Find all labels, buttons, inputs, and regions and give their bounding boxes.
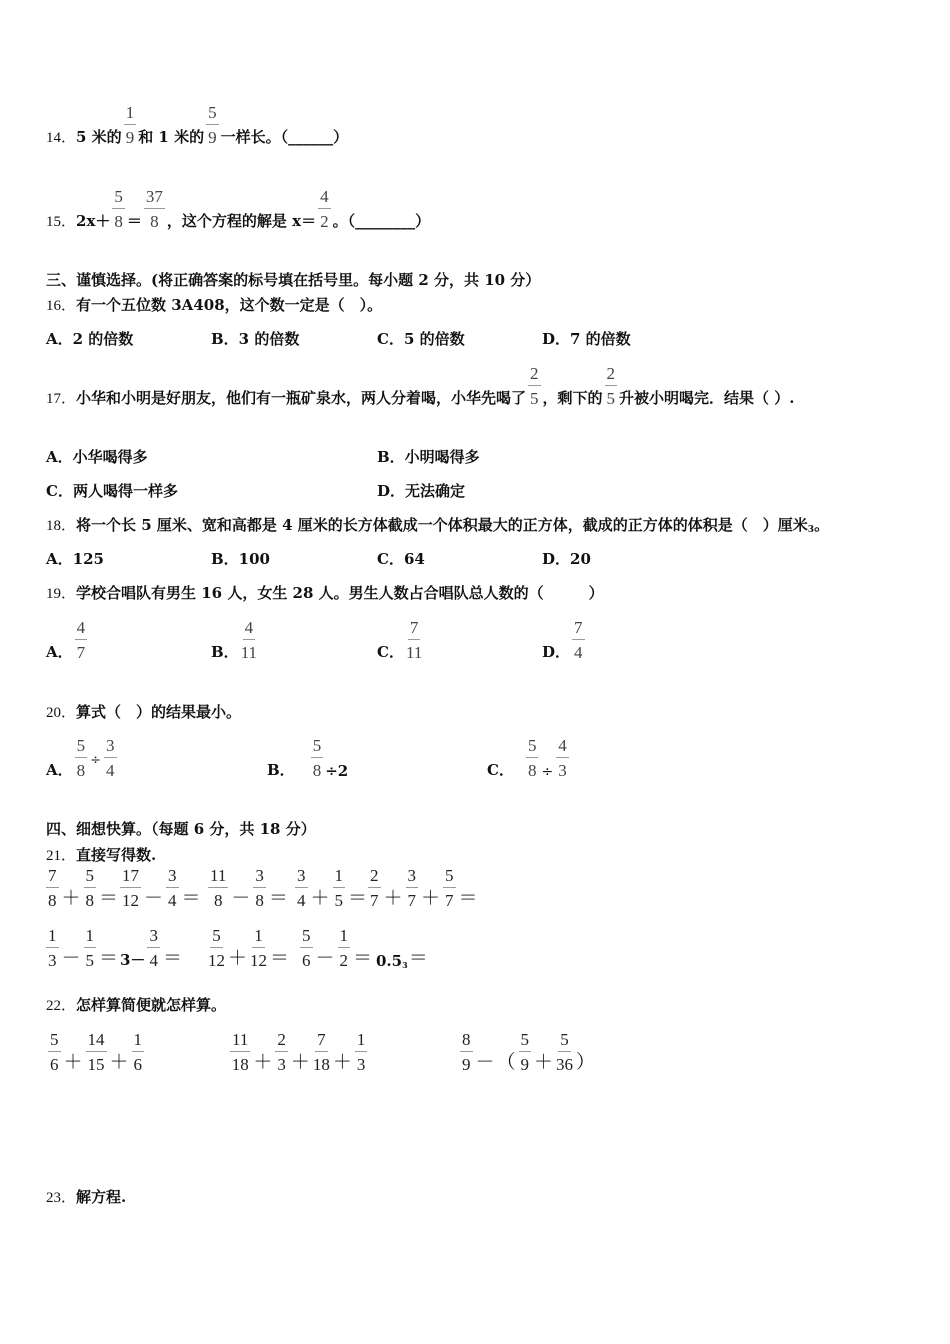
question-17 [46, 348, 795, 408]
numerator: 1 [46, 926, 59, 948]
denominator: 5 [606, 389, 616, 408]
numerator: 11 [208, 866, 228, 888]
numerator: 5 [558, 1030, 571, 1052]
denominator: 3 [558, 761, 567, 780]
option-c: C．两人喝得一样多 [46, 482, 178, 500]
expression-1 [46, 1030, 146, 1074]
denominator: 12 [208, 951, 225, 970]
fraction [46, 866, 59, 910]
denominator: 2 [320, 212, 329, 231]
operator: ＋ [290, 1051, 310, 1073]
option-a: A．小华喝得多 [46, 448, 148, 466]
fraction [144, 187, 165, 231]
question-22 [46, 955, 226, 1015]
option-a [46, 618, 89, 662]
text: 0.5 [376, 952, 403, 970]
denominator: 5 [334, 891, 344, 910]
denominator: 7 [407, 891, 417, 910]
numerator: 2 [275, 1030, 288, 1052]
operator: ＋ [310, 887, 330, 909]
numerator: 1 [132, 1030, 145, 1052]
denominator: 2 [339, 951, 349, 970]
numerator: 5 [210, 926, 223, 948]
operator: ＋ [228, 947, 248, 969]
superscript: 3 [807, 525, 815, 535]
option-label: A． [46, 643, 73, 661]
operator: ＝ [181, 887, 201, 909]
question-number: 20． [46, 705, 77, 721]
denominator: 7 [370, 891, 379, 910]
numerator: 1 [338, 926, 351, 948]
superscript: 3 [402, 960, 408, 970]
fraction [406, 866, 419, 910]
expression [298, 926, 373, 970]
numerator: 3 [147, 926, 160, 948]
text: 解方程. [76, 1188, 127, 1206]
option-a: A．2 的倍数 [46, 330, 134, 348]
numerator: 7 [572, 618, 585, 640]
numerator: 37 [144, 187, 165, 209]
option-a: A．125 [46, 550, 104, 568]
operator: ＝ [353, 947, 373, 969]
question-15 [46, 171, 430, 231]
option-d: D．7 的倍数 [542, 330, 631, 348]
option-label: B． [267, 761, 295, 779]
operator: ＋ [421, 887, 441, 909]
numerator: 8 [460, 1030, 473, 1052]
denominator: 9 [208, 128, 217, 147]
numerator: 2 [368, 866, 381, 888]
fraction [460, 1030, 473, 1074]
expression-3 [458, 1030, 596, 1074]
denominator: 6 [302, 951, 311, 970]
fraction [275, 1030, 288, 1074]
option-d [542, 618, 587, 662]
fraction [84, 866, 97, 910]
fraction [253, 866, 266, 910]
option-b: B．3 的倍数 [211, 330, 300, 348]
numerator: 5 [206, 103, 219, 125]
denominator: 8 [150, 212, 159, 231]
question-19 [46, 543, 604, 603]
operator: ＝ [268, 887, 288, 909]
denominator: 11 [240, 643, 258, 662]
denominator: 9 [462, 1055, 471, 1074]
operator: （ [496, 1051, 516, 1073]
numerator: 4 [556, 736, 569, 758]
numerator: 5 [443, 866, 456, 888]
numerator: 11 [230, 1030, 250, 1052]
numerator: 3 [104, 736, 117, 758]
operator: ） [576, 1051, 596, 1073]
text: 2x＋ [76, 212, 111, 230]
text: ，这个方程的解是 x＝ [166, 212, 317, 230]
question-16-options [46, 289, 666, 349]
denominator: 3 [277, 1055, 286, 1074]
numerator: 1 [333, 866, 346, 888]
numerator: 14 [86, 1030, 107, 1052]
expression [376, 943, 429, 970]
fraction [48, 1030, 61, 1074]
denominator: 8 [255, 891, 264, 910]
option-b: B．100 [211, 550, 270, 568]
operator: ＝ [162, 947, 182, 969]
heading: 三、谨慎选择。(将正确答案的标号填在括号里。每小题 2 分，共 10 分） [46, 271, 541, 289]
numerator: 5 [84, 866, 97, 888]
denominator: 6 [50, 1055, 59, 1074]
denominator: 7 [445, 891, 454, 910]
numerator: 2 [528, 364, 541, 386]
denominator: 8 [76, 761, 86, 780]
text: ÷2 [325, 762, 349, 780]
denominator: 8 [85, 891, 95, 910]
operator: ＝ [408, 947, 428, 969]
denominator: 4 [168, 891, 177, 910]
option-label: D． [542, 643, 571, 661]
operator: ＋ [61, 887, 81, 909]
numerator: 2 [605, 364, 618, 386]
fraction [166, 866, 179, 910]
numerator: 5 [112, 187, 125, 209]
fraction [206, 103, 219, 147]
text: ＝ [126, 212, 142, 230]
numerator: 3 [253, 866, 266, 888]
fraction [313, 1030, 330, 1074]
question-number: 14． [46, 130, 77, 146]
question-number: 21． [46, 848, 77, 864]
operator: ＝ [99, 947, 119, 969]
option-b [267, 736, 348, 780]
text: 5 米的 [76, 128, 122, 146]
operator: － [61, 947, 81, 969]
numerator: 1 [84, 926, 97, 948]
numerator: 3 [166, 866, 179, 888]
question-number: 15． [46, 214, 77, 230]
option-a [46, 736, 119, 780]
operator: ＝ [270, 947, 290, 969]
numerator: 7 [46, 866, 59, 888]
denominator: 8 [527, 761, 537, 780]
operator: ＋ [63, 1051, 83, 1073]
operator: ＋ [332, 1051, 352, 1073]
fraction [318, 187, 331, 231]
text: 将一个长 5 厘米、宽和高都是 4 厘米的长方体截成一个体积最大的正方体，截成的正方体的体积是（ ）厘米 [76, 516, 808, 534]
denominator: 3 [356, 1055, 366, 1074]
denominator: 4 [106, 761, 115, 780]
numerator: 1 [355, 1030, 368, 1052]
fraction [132, 1030, 145, 1074]
fraction [605, 364, 618, 408]
question-number: 16． [46, 298, 77, 314]
operator: ＋ [109, 1051, 129, 1073]
heading: 四、细想快算。（每题 6 分，共 18 分） [46, 820, 316, 838]
numerator: 5 [48, 1030, 61, 1052]
operator: ＋ [383, 887, 403, 909]
quick-calc-row-1 [44, 850, 844, 910]
denominator: 4 [574, 643, 583, 662]
fraction [556, 1030, 573, 1074]
numerator: 5 [311, 736, 324, 758]
text: 学校合唱队有男生 16 人，女生 28 人。男生人数占合唱队总人数的（ ） [76, 584, 604, 602]
text: ，剩下的 [542, 389, 603, 407]
numerator: 3 [295, 866, 308, 888]
numerator: 5 [75, 736, 88, 758]
operator: ＝ [99, 887, 119, 909]
expression [366, 866, 479, 910]
numerator: 3 [406, 866, 419, 888]
fraction [250, 926, 267, 970]
denominator: 8 [213, 891, 223, 910]
question-19-options [46, 602, 666, 662]
option-c [377, 618, 424, 662]
fraction [230, 1030, 250, 1074]
denominator: 4 [149, 951, 158, 970]
question-20 [46, 662, 241, 722]
question-14 [46, 87, 348, 147]
numerator: 5 [526, 736, 539, 758]
option-label: C． [487, 761, 514, 779]
answer-blank: 一样长。（______） [220, 128, 349, 146]
fraction [120, 866, 141, 910]
fraction [208, 866, 228, 910]
numerator: 7 [315, 1030, 328, 1052]
question-20-options [46, 720, 666, 780]
denominator: 9 [520, 1055, 530, 1074]
denominator: 15 [87, 1055, 105, 1074]
option-b: B．小明喝得多 [377, 448, 480, 466]
operator: ÷ [90, 753, 102, 768]
question-number: 18． [46, 518, 77, 534]
denominator: 8 [48, 891, 57, 910]
fraction [112, 187, 125, 231]
numerator: 1 [252, 926, 265, 948]
operator: ＝ [348, 887, 368, 909]
numerator: 1 [124, 103, 137, 125]
text: 有一个五位数 3A408，这个数一定是（ ）。 [76, 296, 383, 314]
text: 小华和小明是好朋友，他们有一瓶矿泉水，两人分着喝，小华先喝了 [76, 389, 527, 407]
denominator: 12 [122, 891, 139, 910]
text: 算式（ ）的结果最小。 [76, 703, 242, 721]
option-c [487, 736, 571, 780]
question-number: 17． [46, 391, 77, 407]
operator: － [144, 887, 164, 909]
denominator: 4 [297, 891, 306, 910]
numerator: 7 [408, 618, 421, 640]
fraction [368, 866, 381, 910]
denominator: 3 [48, 951, 57, 970]
operator: － [231, 887, 251, 909]
fraction [443, 866, 456, 910]
expression [44, 866, 119, 910]
text: 。 [814, 516, 830, 534]
text: 怎样算简便就怎样算。 [76, 996, 227, 1014]
question-number: 22． [46, 998, 77, 1014]
fraction [333, 866, 346, 910]
denominator: 18 [231, 1055, 249, 1074]
option-label: A． [46, 761, 73, 779]
fraction [355, 1030, 368, 1074]
option-label: B． [211, 643, 239, 661]
denominator: 8 [114, 212, 123, 231]
fraction [528, 364, 541, 408]
denominator: 12 [250, 951, 268, 970]
operator: ÷ [541, 764, 554, 780]
expression [293, 866, 368, 910]
fraction [124, 103, 137, 147]
numerator: 17 [120, 866, 141, 888]
operator: － [475, 1051, 495, 1073]
fraction [338, 926, 351, 970]
denominator: 6 [133, 1055, 143, 1074]
fraction [519, 1030, 532, 1074]
numerator: 4 [318, 187, 331, 209]
option-d: D．无法确定 [377, 482, 466, 500]
operator: ＝ [458, 887, 478, 909]
expression-2 [228, 1030, 369, 1074]
denominator: 8 [312, 761, 322, 780]
expression [118, 866, 202, 910]
operator: － [315, 947, 335, 969]
question-number: 23． [46, 1190, 77, 1206]
numerator: 5 [519, 1030, 532, 1052]
fraction [295, 866, 308, 910]
text: 和 1 米的 [138, 128, 205, 146]
text: 升被小明喝完．结果（ ）. [619, 389, 795, 407]
numerator: 4 [75, 618, 88, 640]
denominator: 5 [85, 951, 95, 970]
fraction [86, 1030, 107, 1074]
numerator: 4 [243, 618, 256, 640]
text: 3－ [120, 951, 146, 969]
answer-blank: 。（________） [332, 212, 431, 230]
expression [206, 866, 289, 910]
question-23 [46, 1147, 126, 1207]
denominator: 7 [76, 643, 86, 662]
denominator: 5 [530, 389, 539, 408]
option-b [211, 618, 259, 662]
question-number: 19． [46, 586, 77, 602]
simplify-row [46, 1014, 846, 1074]
denominator: 18 [312, 1055, 330, 1074]
denominator: 9 [125, 128, 135, 147]
option-label: C． [377, 643, 404, 661]
denominator: 11 [405, 643, 423, 662]
numerator: 5 [300, 926, 313, 948]
fraction [300, 926, 313, 970]
operator: ＋ [253, 1051, 273, 1073]
operator: ＋ [534, 1051, 554, 1073]
option-d: D．20 [542, 550, 591, 568]
text: 直接写得数. [76, 846, 157, 864]
option-c: C．64 [377, 550, 425, 568]
denominator: 36 [556, 1055, 574, 1074]
option-c: C．5 的倍数 [377, 330, 465, 348]
